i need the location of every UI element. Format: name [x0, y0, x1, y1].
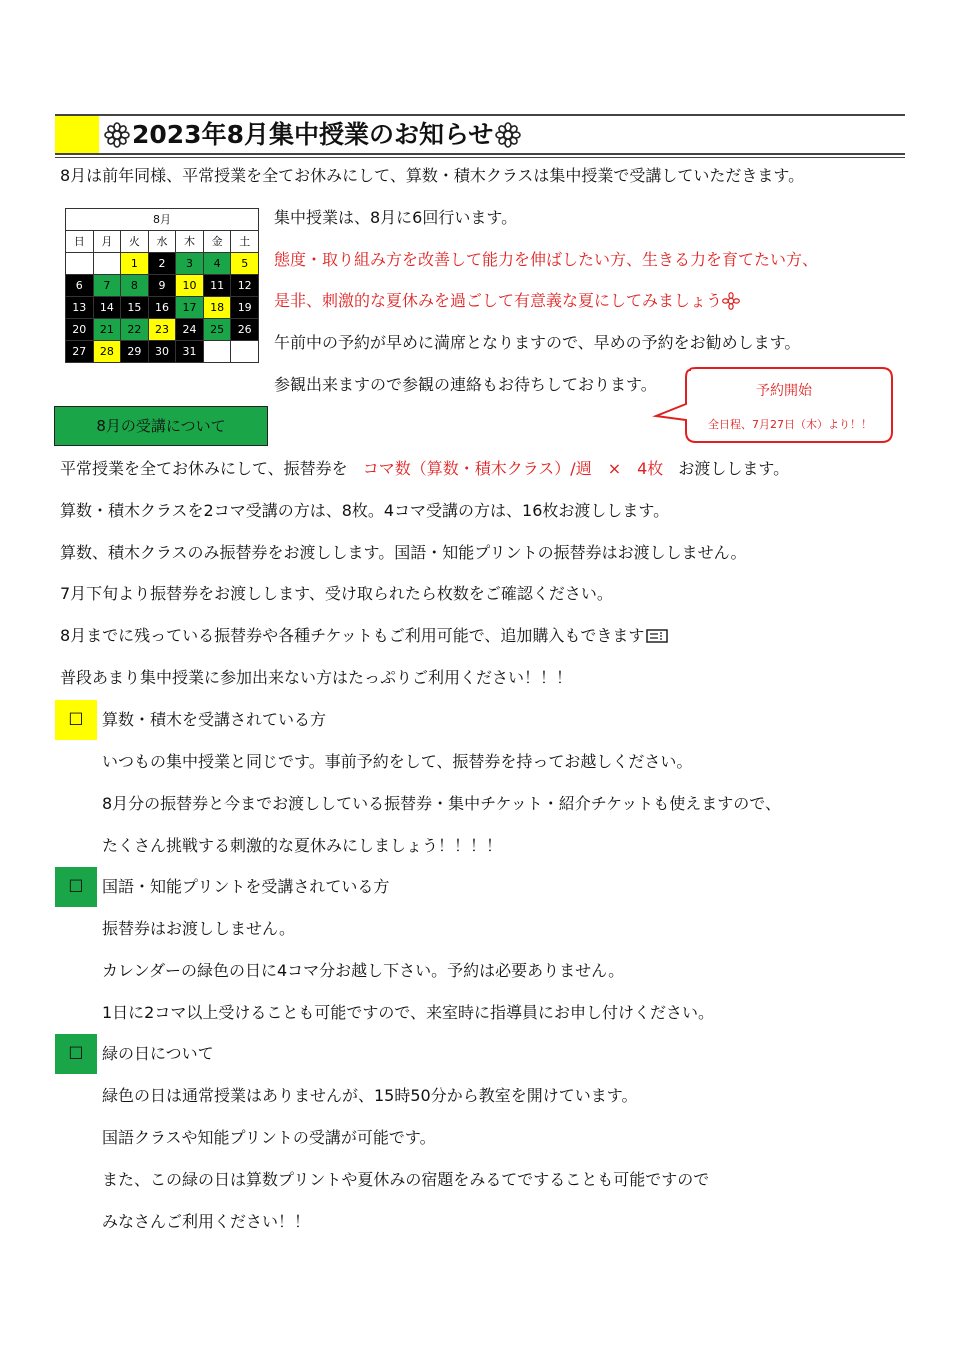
- calendar-day: 9: [148, 275, 176, 297]
- page-title: [104, 118, 521, 152]
- body-p6: 普段あまり集中授業に参加出来ない方はたっぷりご利用ください！！！: [60, 668, 573, 687]
- section-box-august: 8月の受講について: [54, 406, 268, 446]
- body-p1-pre: 平常授業を全てお休みにして、振替券を: [60, 459, 348, 478]
- calendar-weekday: 木: [176, 231, 204, 253]
- calendar-day: 10: [176, 275, 204, 297]
- calendar-day: 2: [148, 253, 176, 275]
- calendar-day: [66, 253, 94, 275]
- body-p4: 7月下旬より振替券をお渡しします、受け取られたら枚数をご確認ください。: [60, 584, 613, 603]
- section-3-line: 緑色の日は通常授業はありませんが、15時50分から教室を開けています。: [102, 1086, 638, 1105]
- side-line-5: 参観出来ますので参観の連絡もお待ちしております。: [274, 375, 657, 394]
- flower-icon: [104, 122, 130, 148]
- side-line-3: 是非、刺激的な夏休みを過ごして有意義な夏にしてみましょう: [274, 291, 723, 310]
- section-1-line: たくさん挑戦する刺激的な夏休みにしましょう！！！！: [102, 836, 503, 855]
- header-bottom-rule: [55, 153, 905, 155]
- body-p1-highlight: コマ数（算数・積木クラス）/週 × 4枚: [362, 459, 664, 478]
- calendar-weekday: 月: [93, 231, 121, 253]
- section-2-line: 1日に2コマ以上受けることも可能ですので、来室時に指導員にお申し付けください。: [102, 1003, 715, 1022]
- section-3-line: また、この緑の日は算数プリントや夏休みの宿題をみるてですることも可能ですので: [102, 1170, 710, 1189]
- callout-title: 予約開始: [756, 383, 812, 399]
- calendar-day: 31: [176, 341, 204, 363]
- calendar-day: 29: [121, 341, 149, 363]
- section-3-line: みなさんご利用ください！！: [102, 1212, 311, 1231]
- calendar-day: 27: [66, 341, 94, 363]
- calendar-weekday: 日: [66, 231, 94, 253]
- flower-icon: [495, 122, 521, 148]
- side-line-2: 態度・取り組み方を改善して能力を伸ばしたい方、生きる力を育てたい方、: [274, 250, 819, 269]
- body-p1: [60, 459, 789, 479]
- calendar-day: 19: [231, 297, 259, 319]
- august-calendar: [65, 208, 259, 363]
- calendar-day: [203, 341, 231, 363]
- side-line-3-wrap: [274, 291, 740, 311]
- calendar-day: 24: [176, 319, 204, 341]
- calendar-day: 8: [121, 275, 149, 297]
- calendar-day: 3: [176, 253, 204, 275]
- checkbox-icon: ☐: [55, 1034, 97, 1074]
- calendar-day: 30: [148, 341, 176, 363]
- calendar-weekday: 水: [148, 231, 176, 253]
- calendar-weekday: 火: [121, 231, 149, 253]
- calendar-weekday: 金: [203, 231, 231, 253]
- ticket-icon: [646, 628, 668, 644]
- calendar-day: 5: [231, 253, 259, 275]
- side-line-1: 集中授業は、8月に6回行います。: [274, 208, 518, 227]
- calendar-day: 26: [231, 319, 259, 341]
- header-bottom-rule-thin: [55, 157, 905, 158]
- calendar-day: 14: [93, 297, 121, 319]
- body-p5: 8月までに残っている振替券や各種チケットもご利用可能で、追加購入もできます: [60, 626, 645, 645]
- body-p3: 算数、積木クラスのみ振替券をお渡しします。国語・知能プリントの振替券はお渡ししません。: [60, 543, 747, 562]
- checkbox-icon: ☐: [55, 867, 97, 907]
- calendar-day: 1: [121, 253, 149, 275]
- side-line-4: 午前中の予約が早めに満席となりますので、早めの予約をお勧めします。: [274, 333, 801, 352]
- body-p1-post: お渡しします。: [678, 459, 790, 478]
- calendar-day: 22: [121, 319, 149, 341]
- calendar-day: 25: [203, 319, 231, 341]
- calendar-day: 12: [231, 275, 259, 297]
- calendar-day: 16: [148, 297, 176, 319]
- intro-text: 8月は前年同様、平常授業を全てお休みにして、算数・積木クラスは集中授業で受講していただきます。: [60, 166, 805, 185]
- calendar-day: 18: [203, 297, 231, 319]
- calendar-day: 20: [66, 319, 94, 341]
- section-1-heading: 算数・積木を受講されている方: [102, 710, 327, 729]
- calendar-day: 17: [176, 297, 204, 319]
- calendar-weekday: 土: [231, 231, 259, 253]
- body-p2: 算数・積木クラスを2コマ受講の方は、8枚。4コマ受講の方は、16枚お渡しします。: [60, 501, 670, 520]
- callout-bubble: [650, 362, 900, 448]
- section-2-line: カレンダーの緑色の日に4コマ分お越し下さい。予約は必要ありません。: [102, 961, 625, 980]
- section-2-heading: 国語・知能プリントを受講されている方: [102, 877, 390, 896]
- calendar-day: 23: [148, 319, 176, 341]
- section-1-line: いつもの集中授業と同じです。事前予約をして、振替券を持ってお越しください。: [102, 752, 693, 771]
- checkbox-icon: ☐: [55, 700, 97, 740]
- callout-subtitle: 全日程、7月27日（木）より！！: [708, 418, 872, 431]
- flower-icon: [722, 292, 740, 310]
- calendar-day: 6: [66, 275, 94, 297]
- section-1-line: 8月分の振替券と今までお渡ししている振替券・集中チケット・紹介チケットも使えますので、: [102, 794, 781, 813]
- calendar-day: 15: [121, 297, 149, 319]
- calendar-day: [93, 253, 121, 275]
- header-top-rule: [55, 114, 905, 116]
- calendar-day: 13: [66, 297, 94, 319]
- calendar-day: 11: [203, 275, 231, 297]
- calendar-day: 28: [93, 341, 121, 363]
- calendar-month: 8月: [66, 209, 259, 231]
- calendar-day: 4: [203, 253, 231, 275]
- title-text: 2023年8月集中授業のお知らせ: [132, 120, 494, 149]
- body-p5-wrap: [60, 626, 668, 646]
- section-3-line: 国語クラスや知能プリントの受講が可能です。: [102, 1128, 436, 1147]
- calendar-day: 21: [93, 319, 121, 341]
- section-3-heading: 緑の日について: [102, 1044, 214, 1063]
- section-2-line: 振替券はお渡ししません。: [102, 919, 295, 938]
- header-yellow-block: [55, 116, 99, 153]
- calendar-day: [231, 341, 259, 363]
- calendar-day: 7: [93, 275, 121, 297]
